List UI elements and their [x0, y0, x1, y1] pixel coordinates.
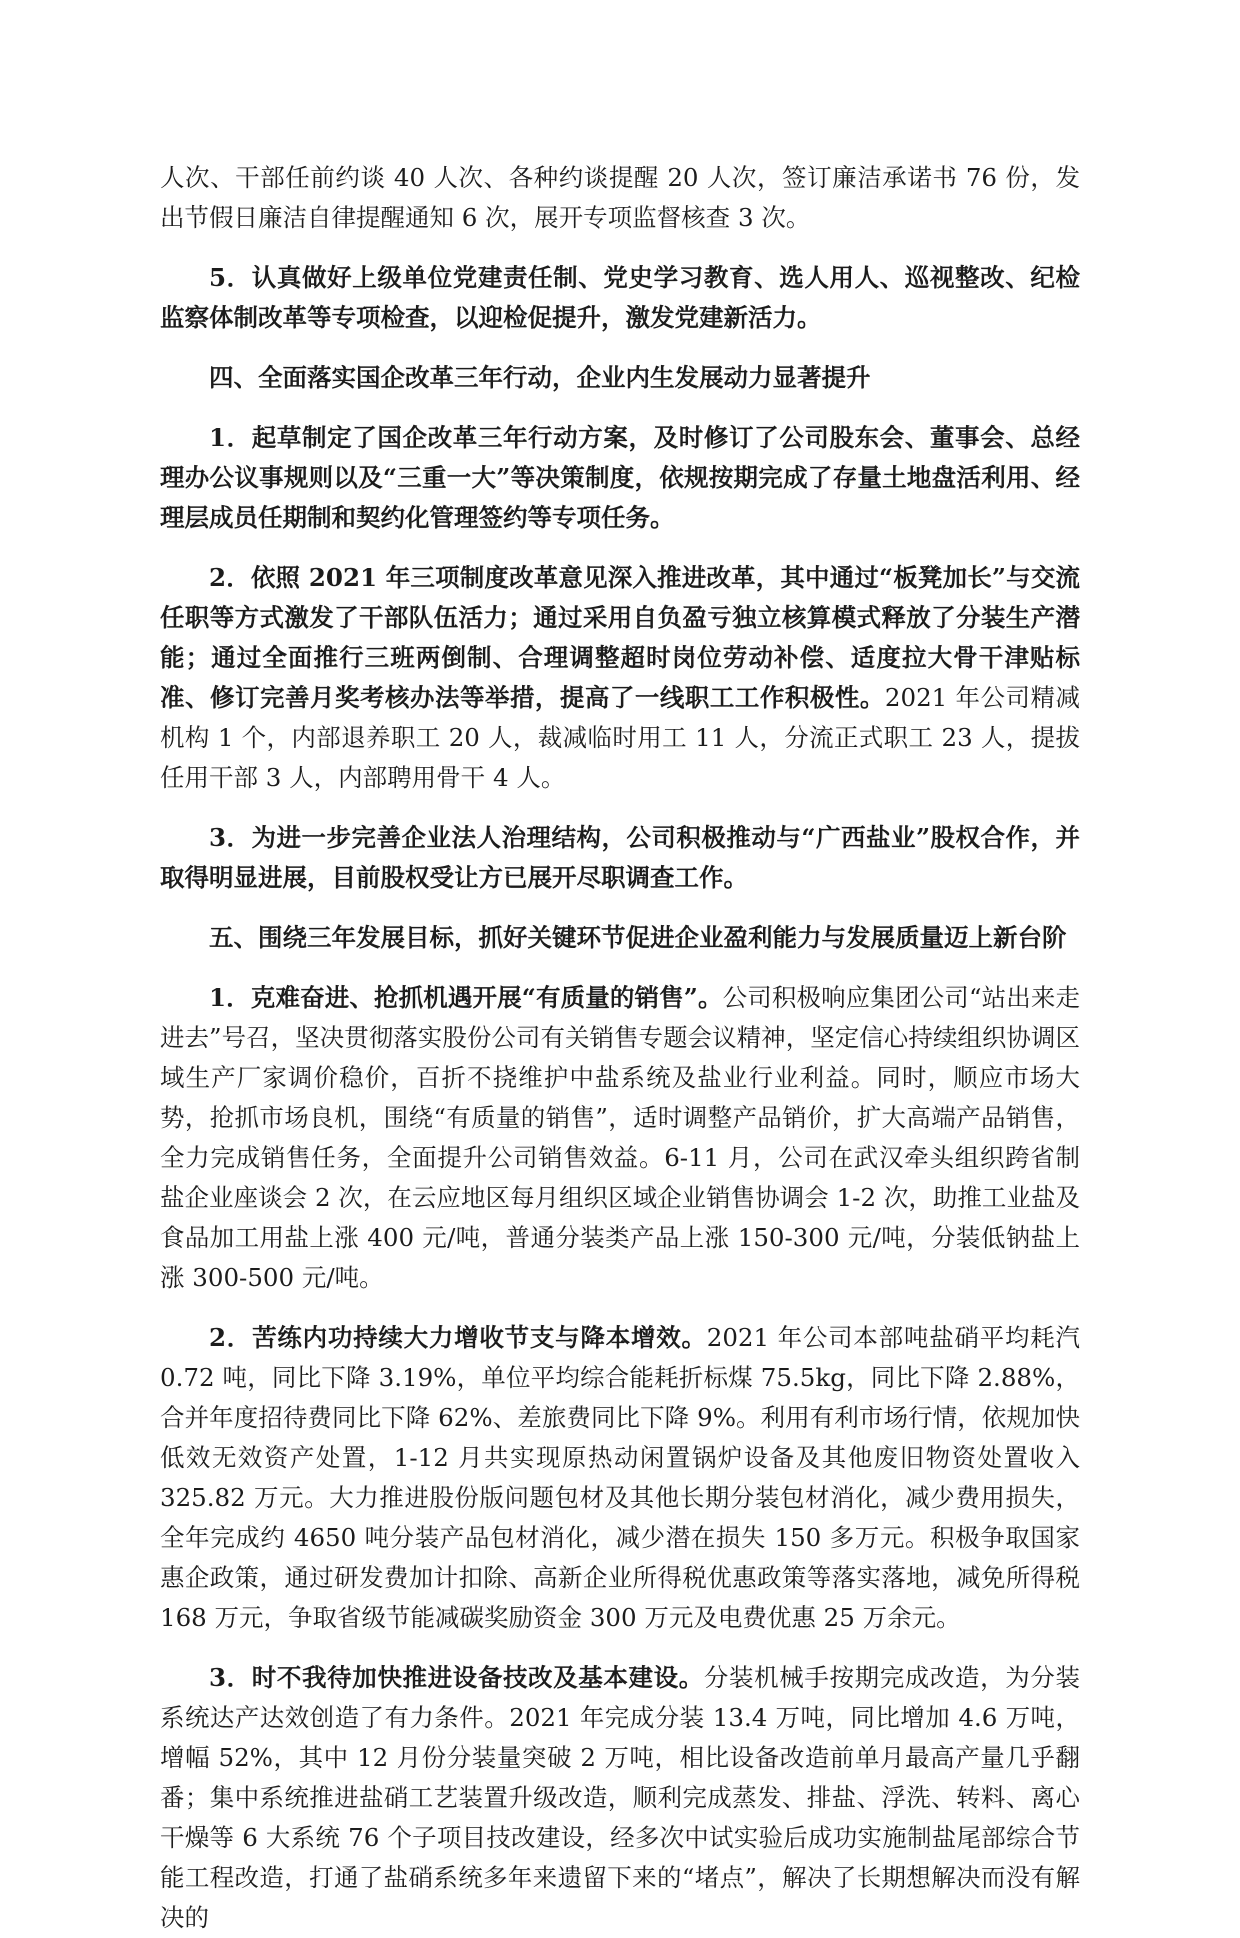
paragraph-bold-lead: 2．苦练内功持续大力增收节支与降本增效。 [209, 1323, 707, 1352]
paragraph-bold-lead: 5．认真做好上级单位党建责任制、党史学习教育、选人用人、巡视整改、纪检监察体制改革等专项检查，以迎检促提升，激发党建新活力。 [160, 263, 1080, 332]
paragraph-continuation [160, 158, 1080, 238]
paragraph-text: 人次、干部任前约谈 40 人次、各种约谈提醒 20 人次，签订廉洁承诺书 76 份，发出节假日廉洁自律提醒通知 6 次，展开专项监督核查 3 次。 [160, 163, 1080, 232]
paragraph-text: 分装机械手按期完成改造，为分装系统达产达效创造了有力条件。2021 年完成分装 13.4 万吨，同比增加 4.6 万吨，增幅 52%，其中 12 月份分装量突破 2 万吨，相比设备改造前单月最高产量几乎翻番；集中系统推进盐硝工艺装置升级改造，顺利完成蒸发、排盐、浮洗、转料、离心干燥等 6 大系统 76 个子项目技改建设，经多次中试实验后成功实施制盐尾部综合节能工程改造，打通了盐硝系统多年来遗留下来的“堵点”，解决了长期想解决而没有解决的 [160, 1663, 1081, 1932]
paragraph-item-equity-cooperation [160, 818, 1080, 898]
paragraph-bold-lead: 1．克难奋进、抢抓机遇开展“有质量的销售”。 [209, 983, 723, 1012]
paragraph-item-cost-reduction [160, 1318, 1080, 1638]
paragraph-text: 公司积极响应集团公司“站出来走进去”号召，坚决贯彻落实股份公司有关销售专题会议精神，坚定信心持续组织协调区域生产厂家调价稳价，百折不挠维护中盐系统及盐业行业利益。同时，顺应市场大势，抢抓市场良机，围绕“有质量的销售”，适时调整产品销价，扩大高端产品销售，全力完成销售任务，全面提升公司销售效益。6-11 月，公司在武汉牵头组织跨省制盐企业座谈会 2 次，在云应地区每月组织区域企业销售协调会 1-2 次，助推工业盐及食品加工用盐上涨 400 元/吨，普通分装类产品上涨 150-300 元/吨，分装低钠盐上涨 300-500 元/吨。 [160, 983, 1080, 1292]
paragraph-item-quality-sales [160, 978, 1080, 1298]
paragraph-item-equipment-upgrade [160, 1658, 1080, 1938]
section-heading-4: 四、全面落实国企改革三年行动，企业内生发展动力显著提升 [209, 363, 871, 392]
paragraph-bold-lead: 3．为进一步完善企业法人治理结构，公司积极推动与“广西盐业”股权合作，并取得明显进展，目前股权受让方已展开尽职调查工作。 [160, 823, 1080, 892]
section-heading-5: 五、围绕三年发展目标，抓好关键环节促进企业盈利能力与发展质量迈上新台阶 [209, 923, 1067, 952]
paragraph-bold-lead: 2．依照 2021 年三项制度改革意见深入推进改革，其中通过“板凳加长”与交流任职等方式激发了干部队伍活力；通过采用自负盈亏独立核算模式释放了分装生产潜能；通过全面推行三班两倒制、合理调整超时岗位劳动补偿、适度拉大骨干津贴标准、修订完善月奖考核办法等举措，提高了一线职工工作积极性。 [160, 563, 1080, 712]
paragraph-item-three-systems-reform [160, 558, 1080, 798]
paragraph-item-party-inspection [160, 258, 1080, 338]
paragraph-item-reform-plan [160, 418, 1080, 538]
paragraph-text: 2021 年公司本部吨盐硝平均耗汽 0.72 吨，同比下降 3.19%，单位平均综合能耗折标煤 75.5kg，同比下降 2.88%，合并年度招待费同比下降 62%、差旅费同比下降 9%。利用有利市场行情，依规加快低效无效资产处置，1-12 月共实现原热动闲置锅炉设备及其他废旧物资处置收入 325.82 万元。大力推进股份版问题包材及其他长期分装包材消化，减少费用损失，全年完成约 4650 吨分装产品包材消化，减少潜在损失 150 多万元。积极争取国家惠企政策，通过研发费加计扣除、高新企业所得税优惠政策等落实落地，减免所得税 168 万元，争取省级节能减碳奖励资金 300 万元及电费优惠 25 万余元。 [160, 1323, 1081, 1632]
paragraph-text: 2021 年公司精减机构 1 个，内部退养职工 20 人，裁减临时用工 11 人，分流正式职工 23 人，提拔任用干部 3 人，内部聘用骨干 4 人。 [160, 683, 1081, 792]
paragraph-bold-lead: 3．时不我待加快推进设备技改及基本建设。 [209, 1663, 704, 1692]
document-page [160, 158, 1080, 1938]
paragraph-bold-lead: 1．起草制定了国企改革三年行动方案，及时修订了公司股东会、董事会、总经理办公议事规则以及“三重一大”等决策制度，依规按期完成了存量土地盘活利用、经理层成员任期制和契约化管理签约等专项任务。 [160, 423, 1080, 532]
